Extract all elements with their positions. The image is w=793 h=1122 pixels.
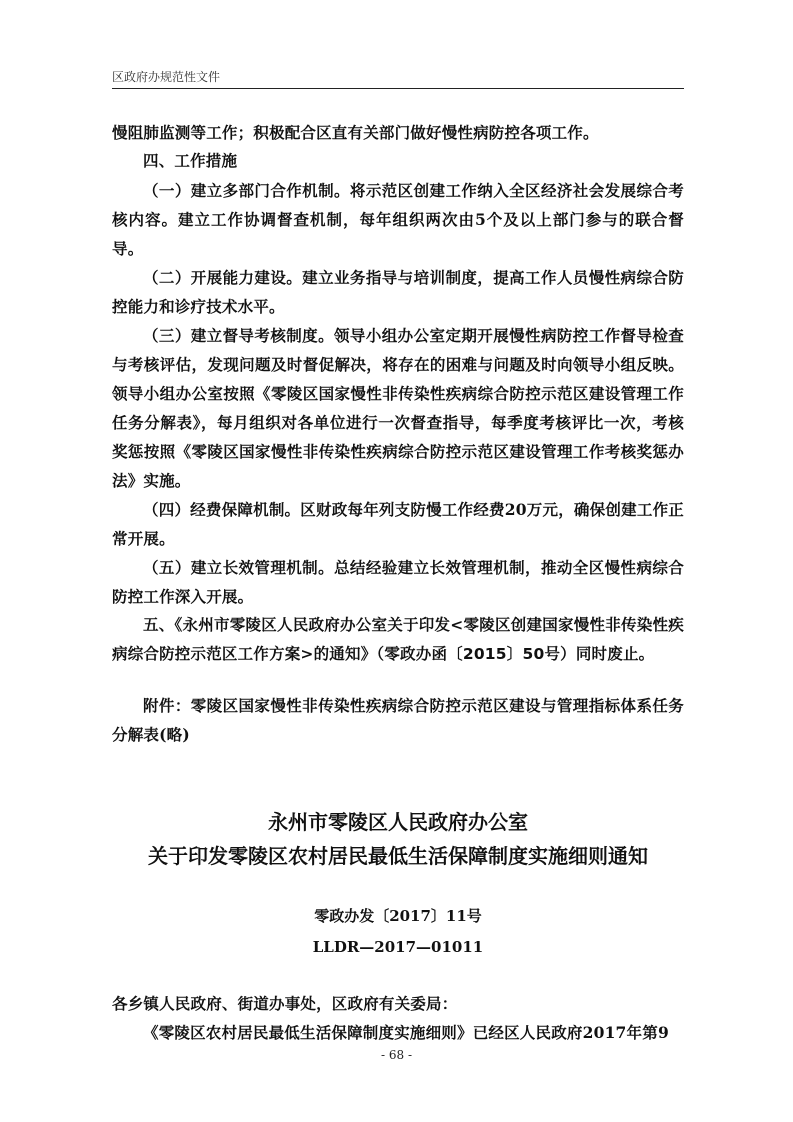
notice-title-line-1: 永州市零陵区人民政府办公室: [268, 810, 528, 834]
section-heading-work-measures: 四、工作措施: [143, 152, 238, 170]
document-body: [112, 118, 684, 1047]
notice-opening-paragraph: 《零陵区农村居民最低生活保障制度实施细则》已经区人民政府2017年第9: [143, 1023, 669, 1042]
salutation: 各乡镇人民政府、街道办事处，区政府有关委局：: [112, 994, 458, 1013]
paragraph-continuation: 慢阻肺监测等工作；积极配合区直有关部门做好慢性病防控各项工作。: [112, 123, 599, 142]
attachment-note: 附件：零陵区国家慢性非传染性疾病综合防控示范区建设与管理指标体系任务分解表(略): [112, 696, 684, 744]
notice-title: [112, 805, 684, 873]
paragraph-measure-5: （五）建立长效管理机制。总结经验建立长效管理机制，推动全区慢性病综合防控工作深入开展。: [112, 558, 684, 606]
page-header: 区政府办规范性文件: [112, 70, 221, 84]
paragraph-measure-1: （一）建立多部门合作机制。将示范区创建工作纳入全区经济社会发展综合考核内容。建立工作协调督查机制，每年组织两次由5个及以上部门参与的联合督导。: [112, 181, 684, 258]
notice-title-line-2: 关于印发零陵区农村居民最低生活保障制度实施细则通知: [148, 844, 648, 868]
document-number: 零政办发〔2017〕11号: [314, 907, 482, 925]
paragraph-repeal-notice: 五、《永州市零陵区人民政府办公室关于印发<零陵区创建国家慢性非传染性疾病综合防控示范区工作方案>的通知》（零政办函〔2015〕50号）同时废止。: [112, 616, 684, 663]
page-number: - 68 -: [380, 1048, 412, 1062]
header-divider: [112, 88, 684, 89]
paragraph-measure-2: （二）开展能力建设。建立业务指导与培训制度，提高工作人员慢性病综合防控能力和诊疗技术水平。: [112, 268, 684, 316]
registration-number: LLDR—2017—01011: [312, 938, 484, 956]
document-numbers: [112, 901, 684, 963]
paragraph-measure-3: （三）建立督导考核制度。领导小组办公室定期开展慢性病防控工作督导检查与考核评估，发现问题及时督促解决，将存在的困难与问题及时向领导小组反映。领导小组办公室按照《零陵区国家慢性非传染性疾病综合防控示范区建设管理工作任务分解表》，每月组织对各单位进行一次督查指导，每季度考核评比一次，考核奖惩按照《零陵区国家慢性非传染性疾病综合防控示范区建设管理工作考核奖惩办法》实施。: [112, 326, 684, 490]
paragraph-measure-4: （四）经费保障机制。区财政每年列支防慢工作经费20万元，确保创建工作正常开展。: [112, 500, 684, 548]
